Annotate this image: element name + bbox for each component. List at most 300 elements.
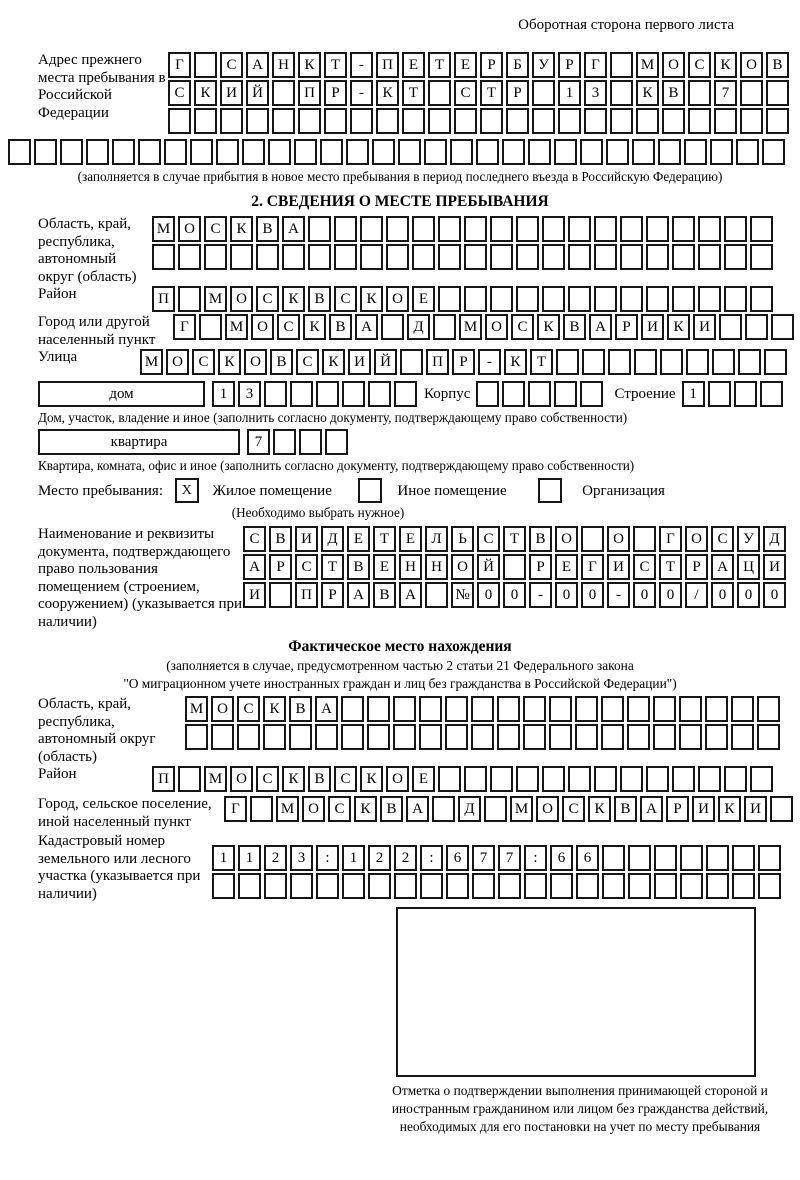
char-box[interactable] <box>688 80 711 106</box>
char-box[interactable]: С <box>633 554 656 580</box>
char-box[interactable] <box>263 724 286 750</box>
char-box[interactable] <box>490 286 513 312</box>
char-box[interactable]: О <box>386 286 409 312</box>
char-box[interactable]: К <box>322 349 345 375</box>
char-box[interactable] <box>471 724 494 750</box>
char-box[interactable] <box>646 244 669 270</box>
char-box[interactable]: 2 <box>264 845 287 871</box>
char-box[interactable]: С <box>295 554 318 580</box>
char-box[interactable]: С <box>277 314 300 340</box>
char-box[interactable] <box>480 108 503 134</box>
char-box[interactable]: : <box>316 845 339 871</box>
char-box[interactable] <box>758 845 781 871</box>
char-box[interactable] <box>654 873 677 899</box>
char-box[interactable]: 1 <box>682 381 705 407</box>
char-box[interactable] <box>490 216 513 242</box>
char-box[interactable]: 0 <box>659 582 682 608</box>
char-box[interactable] <box>394 381 417 407</box>
char-box[interactable] <box>602 873 625 899</box>
char-box[interactable] <box>438 766 461 792</box>
char-box[interactable] <box>400 349 423 375</box>
char-box[interactable] <box>506 108 529 134</box>
char-box[interactable]: О <box>740 52 763 78</box>
char-box[interactable]: 0 <box>737 582 760 608</box>
char-box[interactable] <box>758 873 781 899</box>
char-box[interactable] <box>633 526 656 552</box>
char-box[interactable]: С <box>711 526 734 552</box>
char-box[interactable] <box>705 724 728 750</box>
char-box[interactable] <box>575 696 598 722</box>
char-box[interactable]: М <box>152 216 175 242</box>
char-box[interactable] <box>238 873 261 899</box>
char-box[interactable] <box>731 696 754 722</box>
char-box[interactable] <box>393 696 416 722</box>
char-box[interactable]: М <box>204 286 227 312</box>
char-box[interactable] <box>316 873 339 899</box>
char-box[interactable] <box>646 766 669 792</box>
char-box[interactable]: А <box>355 314 378 340</box>
char-box[interactable] <box>734 381 757 407</box>
char-box[interactable] <box>698 286 721 312</box>
char-box[interactable]: 0 <box>711 582 734 608</box>
char-box[interactable] <box>342 381 365 407</box>
char-box[interactable] <box>523 696 546 722</box>
char-box[interactable] <box>419 724 442 750</box>
char-box[interactable]: К <box>504 349 527 375</box>
char-box[interactable]: Т <box>402 80 425 106</box>
char-box[interactable] <box>610 80 633 106</box>
char-box[interactable] <box>138 139 161 165</box>
char-box[interactable]: - <box>350 80 373 106</box>
char-box[interactable] <box>732 873 755 899</box>
char-box[interactable]: И <box>348 349 371 375</box>
char-box[interactable]: Т <box>428 52 451 78</box>
char-box[interactable] <box>211 724 234 750</box>
char-box[interactable]: О <box>211 696 234 722</box>
char-box[interactable]: И <box>295 526 318 552</box>
char-box[interactable] <box>528 381 551 407</box>
char-box[interactable]: С <box>192 349 215 375</box>
char-box[interactable] <box>368 381 391 407</box>
char-box[interactable] <box>620 766 643 792</box>
char-box[interactable] <box>242 139 265 165</box>
char-box[interactable] <box>420 873 443 899</box>
char-box[interactable] <box>528 139 551 165</box>
char-box[interactable]: С <box>237 696 260 722</box>
char-box[interactable] <box>264 381 287 407</box>
char-box[interactable]: 1 <box>212 845 235 871</box>
char-box[interactable]: Н <box>399 554 422 580</box>
char-box[interactable] <box>628 845 651 871</box>
char-box[interactable] <box>688 108 711 134</box>
char-box[interactable] <box>402 108 425 134</box>
char-box[interactable] <box>445 696 468 722</box>
char-box[interactable]: М <box>225 314 248 340</box>
char-box[interactable]: Т <box>659 554 682 580</box>
char-box[interactable]: К <box>194 80 217 106</box>
char-box[interactable]: С <box>562 796 585 822</box>
char-box[interactable] <box>264 873 287 899</box>
char-box[interactable]: Ь <box>451 526 474 552</box>
char-box[interactable] <box>8 139 31 165</box>
char-box[interactable]: С <box>454 80 477 106</box>
char-box[interactable]: В <box>270 349 293 375</box>
char-box[interactable]: Д <box>458 796 481 822</box>
char-box[interactable]: Л <box>425 526 448 552</box>
char-box[interactable]: Ц <box>737 554 760 580</box>
char-box[interactable] <box>594 286 617 312</box>
char-box[interactable]: 7 <box>714 80 737 106</box>
char-box[interactable]: О <box>178 216 201 242</box>
char-box[interactable]: Г <box>173 314 196 340</box>
char-box[interactable] <box>502 381 525 407</box>
char-box[interactable] <box>724 244 747 270</box>
char-box[interactable]: К <box>718 796 741 822</box>
char-box[interactable]: М <box>636 52 659 78</box>
char-box[interactable]: В <box>256 216 279 242</box>
char-box[interactable]: А <box>406 796 429 822</box>
char-box[interactable]: Р <box>452 349 475 375</box>
char-box[interactable] <box>428 108 451 134</box>
char-box[interactable]: М <box>140 349 163 375</box>
char-box[interactable]: К <box>360 286 383 312</box>
char-box[interactable] <box>341 724 364 750</box>
char-box[interactable] <box>532 80 555 106</box>
char-box[interactable]: И <box>763 554 786 580</box>
char-box[interactable]: М <box>276 796 299 822</box>
char-box[interactable] <box>602 845 625 871</box>
char-box[interactable] <box>376 108 399 134</box>
char-box[interactable] <box>708 381 731 407</box>
char-box[interactable] <box>581 526 604 552</box>
char-box[interactable] <box>556 349 579 375</box>
char-box[interactable] <box>679 696 702 722</box>
char-box[interactable] <box>290 381 313 407</box>
char-box[interactable] <box>771 314 794 340</box>
char-box[interactable]: И <box>744 796 767 822</box>
char-box[interactable]: К <box>303 314 326 340</box>
char-box[interactable] <box>582 349 605 375</box>
char-box[interactable]: О <box>485 314 508 340</box>
char-box[interactable] <box>289 724 312 750</box>
char-box[interactable]: И <box>243 582 266 608</box>
char-box[interactable]: Б <box>506 52 529 78</box>
char-box[interactable]: Д <box>407 314 430 340</box>
char-box[interactable] <box>484 796 507 822</box>
char-box[interactable]: Г <box>659 526 682 552</box>
char-box[interactable] <box>282 244 305 270</box>
char-box[interactable] <box>740 108 763 134</box>
char-box[interactable]: С <box>688 52 711 78</box>
char-box[interactable]: О <box>555 526 578 552</box>
char-box[interactable] <box>199 314 222 340</box>
char-box[interactable] <box>342 873 365 899</box>
char-box[interactable]: 1 <box>558 80 581 106</box>
char-box[interactable] <box>594 216 617 242</box>
char-box[interactable]: А <box>246 52 269 78</box>
char-box[interactable]: П <box>376 52 399 78</box>
char-box[interactable]: О <box>662 52 685 78</box>
char-box[interactable] <box>660 349 683 375</box>
char-box[interactable] <box>315 724 338 750</box>
char-box[interactable]: Й <box>477 554 500 580</box>
char-box[interactable] <box>672 766 695 792</box>
char-box[interactable] <box>445 724 468 750</box>
char-box[interactable] <box>346 139 369 165</box>
char-box[interactable]: О <box>251 314 274 340</box>
char-box[interactable]: С <box>204 216 227 242</box>
char-box[interactable] <box>350 108 373 134</box>
char-box[interactable] <box>178 286 201 312</box>
char-box[interactable] <box>724 766 747 792</box>
char-box[interactable]: П <box>152 766 175 792</box>
residential-checkbox[interactable]: X <box>175 478 199 503</box>
char-box[interactable] <box>636 108 659 134</box>
char-box[interactable]: В <box>289 696 312 722</box>
char-box[interactable]: О <box>536 796 559 822</box>
char-box[interactable] <box>580 139 603 165</box>
char-box[interactable]: Р <box>615 314 638 340</box>
char-box[interactable]: В <box>662 80 685 106</box>
char-box[interactable] <box>190 139 213 165</box>
char-box[interactable] <box>428 80 451 106</box>
char-box[interactable] <box>698 216 721 242</box>
char-box[interactable] <box>398 139 421 165</box>
char-box[interactable] <box>568 766 591 792</box>
other-premises-checkbox[interactable] <box>358 478 382 503</box>
char-box[interactable] <box>464 766 487 792</box>
char-box[interactable] <box>212 873 235 899</box>
char-box[interactable] <box>368 873 391 899</box>
char-box[interactable]: С <box>334 286 357 312</box>
char-box[interactable] <box>770 796 793 822</box>
char-box[interactable] <box>745 314 768 340</box>
char-box[interactable] <box>542 216 565 242</box>
char-box[interactable]: - <box>607 582 630 608</box>
char-box[interactable] <box>549 724 572 750</box>
char-box[interactable] <box>672 216 695 242</box>
char-box[interactable] <box>464 286 487 312</box>
char-box[interactable]: 0 <box>581 582 604 608</box>
char-box[interactable] <box>584 108 607 134</box>
char-box[interactable]: Р <box>666 796 689 822</box>
char-box[interactable]: О <box>607 526 630 552</box>
char-box[interactable]: К <box>376 80 399 106</box>
char-box[interactable]: М <box>510 796 533 822</box>
char-box[interactable] <box>204 244 227 270</box>
char-box[interactable] <box>594 766 617 792</box>
char-box[interactable] <box>412 216 435 242</box>
char-box[interactable]: Т <box>321 554 344 580</box>
char-box[interactable]: 7 <box>498 845 521 871</box>
char-box[interactable]: Д <box>763 526 786 552</box>
char-box[interactable]: В <box>269 526 292 552</box>
char-box[interactable]: 6 <box>576 845 599 871</box>
char-box[interactable] <box>386 244 409 270</box>
char-box[interactable] <box>502 139 525 165</box>
char-box[interactable] <box>394 873 417 899</box>
char-box[interactable]: К <box>360 766 383 792</box>
char-box[interactable] <box>601 724 624 750</box>
char-box[interactable] <box>750 216 773 242</box>
char-box[interactable]: В <box>347 554 370 580</box>
char-box[interactable] <box>372 139 395 165</box>
char-box[interactable] <box>216 139 239 165</box>
char-box[interactable] <box>757 724 780 750</box>
char-box[interactable]: Е <box>454 52 477 78</box>
char-box[interactable]: : <box>420 845 443 871</box>
char-box[interactable]: К <box>282 766 305 792</box>
char-box[interactable] <box>438 286 461 312</box>
char-box[interactable]: В <box>766 52 789 78</box>
char-box[interactable] <box>272 80 295 106</box>
char-box[interactable]: А <box>315 696 338 722</box>
char-box[interactable]: Е <box>373 554 396 580</box>
char-box[interactable] <box>438 244 461 270</box>
char-box[interactable] <box>724 216 747 242</box>
char-box[interactable]: О <box>230 766 253 792</box>
char-box[interactable]: Р <box>506 80 529 106</box>
char-box[interactable]: Е <box>555 554 578 580</box>
char-box[interactable]: 6 <box>446 845 469 871</box>
char-box[interactable] <box>490 244 513 270</box>
char-box[interactable]: - <box>529 582 552 608</box>
char-box[interactable] <box>568 216 591 242</box>
char-box[interactable]: 1 <box>342 845 365 871</box>
char-box[interactable] <box>454 108 477 134</box>
char-box[interactable]: 1 <box>212 381 235 407</box>
char-box[interactable]: С <box>256 286 279 312</box>
char-box[interactable]: 2 <box>394 845 417 871</box>
char-box[interactable]: Р <box>685 554 708 580</box>
char-box[interactable]: 0 <box>503 582 526 608</box>
char-box[interactable] <box>568 244 591 270</box>
char-box[interactable] <box>294 139 317 165</box>
char-box[interactable] <box>627 724 650 750</box>
char-box[interactable]: О <box>685 526 708 552</box>
char-box[interactable] <box>194 108 217 134</box>
char-box[interactable] <box>684 139 707 165</box>
char-box[interactable]: Р <box>269 554 292 580</box>
char-box[interactable] <box>237 724 260 750</box>
char-box[interactable] <box>498 873 521 899</box>
char-box[interactable] <box>646 216 669 242</box>
char-box[interactable]: Р <box>529 554 552 580</box>
char-box[interactable]: Т <box>480 80 503 106</box>
char-box[interactable]: К <box>282 286 305 312</box>
char-box[interactable] <box>381 314 404 340</box>
char-box[interactable]: А <box>711 554 734 580</box>
char-box[interactable] <box>60 139 83 165</box>
char-box[interactable]: С <box>511 314 534 340</box>
char-box[interactable]: К <box>218 349 241 375</box>
char-box[interactable] <box>464 244 487 270</box>
char-box[interactable] <box>662 108 685 134</box>
char-box[interactable] <box>299 429 322 455</box>
char-box[interactable]: № <box>451 582 474 608</box>
char-box[interactable] <box>620 286 643 312</box>
char-box[interactable] <box>601 696 624 722</box>
char-box[interactable] <box>516 244 539 270</box>
char-box[interactable]: Е <box>399 526 422 552</box>
char-box[interactable] <box>719 314 742 340</box>
char-box[interactable]: В <box>373 582 396 608</box>
char-box[interactable] <box>298 108 321 134</box>
char-box[interactable]: Е <box>412 286 435 312</box>
char-box[interactable] <box>706 873 729 899</box>
char-box[interactable]: С <box>296 349 319 375</box>
char-box[interactable] <box>273 429 296 455</box>
char-box[interactable]: У <box>737 526 760 552</box>
char-box[interactable] <box>432 796 455 822</box>
char-box[interactable] <box>575 724 598 750</box>
char-box[interactable] <box>341 696 364 722</box>
char-box[interactable]: Г <box>581 554 604 580</box>
char-box[interactable] <box>542 766 565 792</box>
char-box[interactable]: М <box>185 696 208 722</box>
char-box[interactable]: К <box>230 216 253 242</box>
char-box[interactable]: / <box>685 582 708 608</box>
char-box[interactable]: С <box>477 526 500 552</box>
char-box[interactable]: Е <box>402 52 425 78</box>
char-box[interactable]: 0 <box>633 582 656 608</box>
char-box[interactable] <box>476 381 499 407</box>
char-box[interactable] <box>542 286 565 312</box>
char-box[interactable]: П <box>298 80 321 106</box>
char-box[interactable]: А <box>640 796 663 822</box>
char-box[interactable]: Т <box>324 52 347 78</box>
char-box[interactable] <box>86 139 109 165</box>
char-box[interactable]: К <box>298 52 321 78</box>
char-box[interactable] <box>34 139 57 165</box>
char-box[interactable] <box>554 139 577 165</box>
char-box[interactable]: - <box>350 52 373 78</box>
char-box[interactable]: И <box>220 80 243 106</box>
char-box[interactable] <box>634 349 657 375</box>
char-box[interactable]: В <box>614 796 637 822</box>
char-box[interactable] <box>550 873 573 899</box>
char-box[interactable]: К <box>636 80 659 106</box>
char-box[interactable] <box>698 244 721 270</box>
char-box[interactable]: Р <box>324 80 347 106</box>
char-box[interactable] <box>620 244 643 270</box>
char-box[interactable] <box>580 381 603 407</box>
char-box[interactable] <box>152 244 175 270</box>
char-box[interactable] <box>686 349 709 375</box>
char-box[interactable] <box>750 286 773 312</box>
char-box[interactable] <box>178 766 201 792</box>
char-box[interactable] <box>325 429 348 455</box>
char-box[interactable]: 2 <box>368 845 391 871</box>
char-box[interactable] <box>320 139 343 165</box>
char-box[interactable] <box>542 244 565 270</box>
char-box[interactable] <box>516 216 539 242</box>
char-box[interactable] <box>610 52 633 78</box>
char-box[interactable] <box>646 286 669 312</box>
char-box[interactable]: 0 <box>555 582 578 608</box>
char-box[interactable] <box>497 696 520 722</box>
char-box[interactable]: А <box>589 314 612 340</box>
char-box[interactable] <box>568 286 591 312</box>
char-box[interactable]: А <box>282 216 305 242</box>
char-box[interactable]: Т <box>373 526 396 552</box>
char-box[interactable] <box>246 108 269 134</box>
char-box[interactable]: В <box>380 796 403 822</box>
char-box[interactable]: Й <box>246 80 269 106</box>
char-box[interactable] <box>308 244 331 270</box>
char-box[interactable]: А <box>347 582 370 608</box>
char-box[interactable]: Й <box>374 349 397 375</box>
